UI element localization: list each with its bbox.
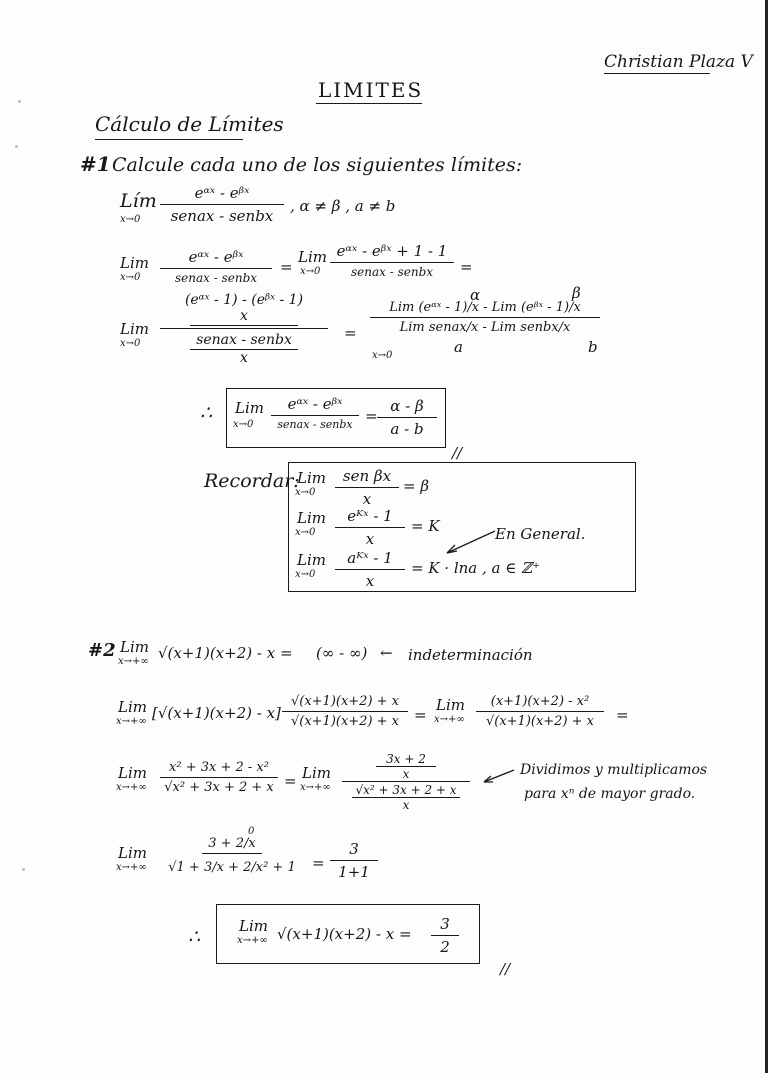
limit-subscript: x→0 <box>295 527 316 538</box>
scan-speck <box>18 100 21 103</box>
limit-operator: Lim <box>120 638 149 656</box>
result-2-value <box>431 915 459 956</box>
step2-inner-denominator: x <box>190 308 298 326</box>
step1b-numerator: eᵅˣ - eᵝˣ + 1 - 1 <box>330 242 454 263</box>
equals-sign: = <box>365 407 378 425</box>
recordar-3-result: = K · lna , a ∈ ℤ⁺ <box>411 559 541 577</box>
split-num-a: Lim (eᵅˣ - 1)/x <box>389 300 480 315</box>
result-2-value-numerator: 3 <box>431 915 459 936</box>
step2-outer-numerator: senax - senbx <box>190 331 298 350</box>
result-2-value-denominator: 2 <box>440 938 450 956</box>
limit-subscript: x→+∞ <box>116 782 147 793</box>
therefore-symbol: ∴ <box>188 926 201 948</box>
line1-numerator: (x+1)(x+2) - x² <box>476 694 604 712</box>
annotation-b: b <box>588 338 598 356</box>
limit-operator: Lím <box>120 190 157 212</box>
result-2-box <box>216 904 480 964</box>
limit-operator: Lim <box>298 248 327 266</box>
limit-subscript: x→0 <box>372 350 393 361</box>
line3-numerator: 3 + 2/x <box>202 836 262 854</box>
line3-fraction <box>168 836 296 875</box>
recordar-box <box>288 462 636 592</box>
limit-operator: Lim <box>302 764 331 782</box>
limit-operator: Lim <box>436 696 465 714</box>
equals-sign: = <box>344 324 357 342</box>
recordar-2-result: = K <box>411 517 440 535</box>
problem-1-number: #1 <box>80 152 111 176</box>
line2-outer-den-numerator: √x² + 3x + 2 + x <box>352 783 460 798</box>
recordar-3-fraction <box>335 549 405 590</box>
section-underline <box>95 139 243 140</box>
limit-operator: Lim <box>118 844 147 862</box>
result-2-expression: √(x+1)(x+2) - x = <box>277 925 412 943</box>
step1-numerator: eᵅˣ - eᵝˣ <box>160 248 272 269</box>
zero-annotation: 0 <box>248 826 255 837</box>
recordar-3-numerator: aᴷˣ - 1 <box>335 549 405 570</box>
line3-value <box>330 840 378 881</box>
result-1-denominator: senax - senbx <box>277 418 353 431</box>
problem-2-expression: √(x+1)(x+2) - x = <box>158 644 293 662</box>
limit-subscript: x→0 <box>300 266 321 277</box>
annotation-alpha: α <box>470 286 481 304</box>
recordar-note: En General. <box>495 525 586 543</box>
result-1-value <box>377 397 437 438</box>
limit-subscript: x→0 <box>120 338 141 349</box>
step1b-denominator: senax - senbx <box>350 265 434 279</box>
line1-denominator: √(x+1)(x+2) + x <box>485 714 595 729</box>
line2-compound-fraction <box>342 752 470 812</box>
limit-subscript: x→+∞ <box>116 862 147 873</box>
arrow-icon <box>478 766 518 786</box>
limit-subscript: x→+∞ <box>116 716 147 727</box>
scan-speck <box>22 868 25 871</box>
equals-sign: = <box>616 706 629 724</box>
arrow-icon <box>439 523 499 559</box>
author-signature: Christian Plaza V <box>604 52 753 72</box>
recordar-1-denominator: x <box>362 490 372 508</box>
line2-denominator: √x² + 3x + 2 + x <box>164 780 274 795</box>
step2-compound-fraction <box>160 292 328 366</box>
limit-subscript: x→0 <box>295 487 316 498</box>
line2-outer-numerator: 3x + 2 <box>376 752 436 767</box>
limit-subscript: x→+∞ <box>118 656 149 667</box>
line2-outer-num-denominator: x <box>402 767 410 781</box>
recordar-3-denominator: x <box>365 572 375 590</box>
limit-subscript: x→+∞ <box>434 714 465 725</box>
limit-operator: Lim <box>118 698 147 716</box>
split-den-a: Lim senax/x <box>399 320 479 335</box>
conjugate-fraction <box>282 694 408 729</box>
end-mark: // <box>500 960 511 978</box>
line3-value-numerator: 3 <box>330 840 378 861</box>
recordar-label: Recordar: <box>204 470 300 492</box>
annotation-beta: β <box>572 284 581 302</box>
line3-value-denominator: 1+1 <box>338 863 370 881</box>
problem-1-statement: Calcule cada uno de los siguientes límites: <box>112 154 523 176</box>
scan-speck <box>15 145 18 148</box>
result-1-box <box>226 388 446 448</box>
equals-sign: = <box>284 772 297 790</box>
limit-operator: Lim <box>297 509 326 527</box>
given-numerator: eᵅˣ - eᵝˣ <box>160 184 284 205</box>
recordar-2-denominator: x <box>365 530 375 548</box>
given-fraction <box>160 184 284 225</box>
limit-operator: Lim <box>118 764 147 782</box>
equals-sign: = <box>460 258 473 276</box>
conjugate-denominator: √(x+1)(x+2) + x <box>290 714 400 729</box>
split-num-b: - Lim (eᵝˣ - 1)/x <box>483 300 581 315</box>
limit-operator: Lim <box>239 917 268 935</box>
line2-fraction <box>160 760 278 795</box>
limit-subscript: x→+∞ <box>300 782 331 793</box>
step1-fraction-b <box>330 242 454 279</box>
limit-operator: Lim <box>297 469 326 487</box>
result-1-numerator: eᵅˣ - eᵝˣ <box>271 395 359 416</box>
step1-denominator: senax - senbx <box>174 271 258 285</box>
equals-sign: = <box>280 258 293 276</box>
title-underline <box>316 103 422 104</box>
limit-operator: Lim <box>235 399 264 417</box>
recordar-1-numerator: sen βx <box>335 467 399 488</box>
result-1-fraction <box>271 395 359 431</box>
recordar-2-numerator: eᴷˣ - 1 <box>335 507 405 528</box>
therefore-symbol: ∴ <box>200 402 213 424</box>
equals-sign: = <box>414 706 427 724</box>
end-mark: // <box>452 444 463 462</box>
recordar-2-fraction <box>335 507 405 548</box>
limit-subscript: x→+∞ <box>237 935 268 946</box>
given-conditions: , α ≠ β , a ≠ b <box>290 197 396 215</box>
limit-operator: Lim <box>297 551 326 569</box>
line3-denominator: √1 + 3/x + 2/x² + 1 <box>168 860 296 875</box>
recordar-1-fraction <box>335 467 399 508</box>
problem-2-number: #2 <box>88 640 116 661</box>
line2-numerator: x² + 3x + 2 - x² <box>160 760 278 778</box>
limit-operator: Lim <box>120 320 149 338</box>
step2-limit-split <box>370 300 600 335</box>
step1-fraction <box>160 248 272 285</box>
signature-underline <box>604 73 710 74</box>
method-note-line2: para xⁿ de mayor grado. <box>524 786 696 802</box>
limit-subscript: x→0 <box>120 272 141 283</box>
line2-outer-den-denominator: x <box>402 798 410 812</box>
line1-fraction <box>476 694 604 729</box>
limit-operator: Lim <box>120 254 149 272</box>
step2-inner-numerator: (eᵅˣ - 1) - (eᵝˣ - 1) <box>184 292 304 308</box>
conjugate-bracket: [√(x+1)(x+2) - x] <box>152 704 281 722</box>
limit-subscript: x→0 <box>120 214 141 225</box>
section-heading: Cálculo de Límites <box>95 112 284 136</box>
page-title: LIMITES <box>318 78 424 102</box>
limit-subscript: x→0 <box>233 419 254 430</box>
annotation-a: a <box>454 338 463 356</box>
indeterminate-label: indeterminación <box>408 646 533 664</box>
recordar-1-result: = β <box>403 477 430 495</box>
given-denominator: senax - senbx <box>170 207 274 225</box>
result-1-value-denominator: a - b <box>390 420 424 438</box>
conjugate-numerator: √(x+1)(x+2) + x <box>282 694 408 712</box>
method-note-line1: Dividimos y multiplicamos <box>520 762 708 778</box>
equals-sign: = <box>312 854 325 872</box>
limit-subscript: x→0 <box>295 569 316 580</box>
result-1-value-numerator: α - β <box>377 397 437 418</box>
arrow-icon: ← <box>380 644 393 662</box>
indeterminate-form: (∞ - ∞) <box>316 644 368 662</box>
step2-outer-denominator: x <box>240 350 248 366</box>
split-den-b: - Lim senbx/x <box>482 320 571 335</box>
